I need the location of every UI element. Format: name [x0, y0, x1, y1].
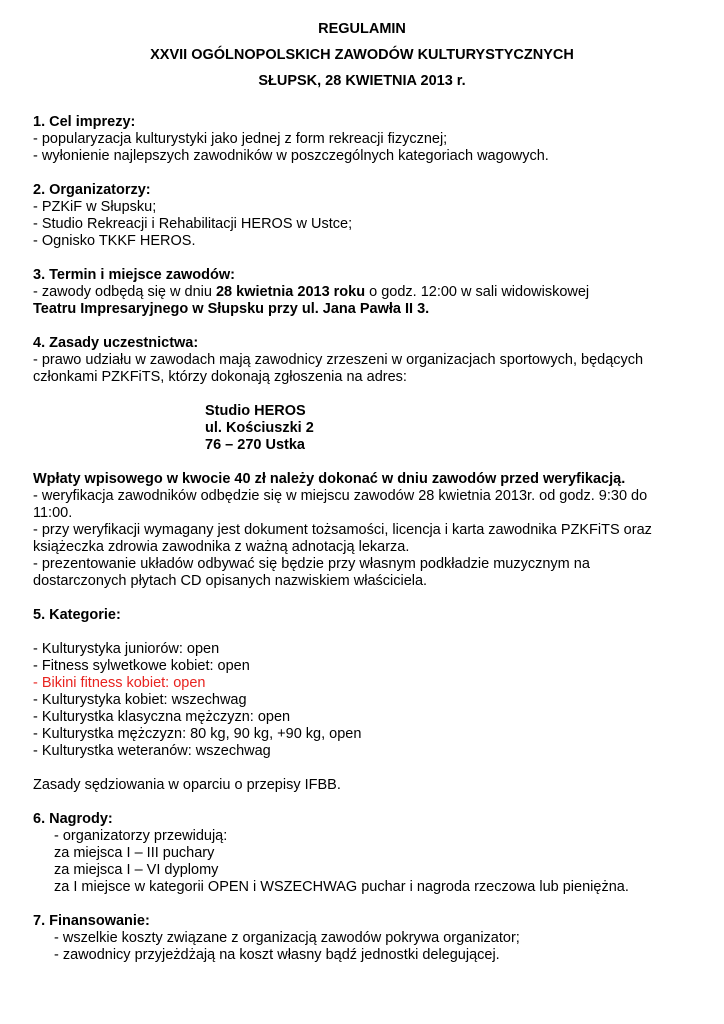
paragraph-line: - prezentowanie układów odbywać się będzie przy własnym podkładzie muzycznym na — [33, 556, 590, 572]
doc-subtitle: XXVII OGÓLNOPOLSKICH ZAWODÓW KULTURYSTYCZNYCH — [150, 47, 574, 63]
paragraph-line: - przy weryfikacji wymagany jest dokument tożsamości, licencja i karta zawodnika PZKFiTS oraz — [33, 522, 652, 538]
section-4-heading: 4. Zasady uczestnictwa: — [33, 335, 199, 351]
entry-fee-note: Wpłaty wpisowego w kwocie 40 zł należy dokonać w dniu zawodów przed weryfikacją. — [33, 471, 626, 487]
event-time: o godz. 12:00 w sali widowiskowej — [365, 284, 590, 300]
list-item: za miejsca I – VI dyplomy — [54, 862, 219, 878]
event-date-line — [33, 284, 703, 301]
doc-place-date: SŁUPSK, 28 KWIETNIA 2013 r. — [258, 73, 466, 89]
doc-title: REGULAMIN — [318, 21, 406, 37]
judging-rules: Zasady sędziowania w oparciu o przepisy IFBB. — [33, 777, 341, 793]
list-item: - PZKiF w Słupsku; — [33, 199, 157, 215]
section-2-heading: 2. Organizatorzy: — [33, 182, 151, 198]
list-item: za miejsca I – III puchary — [54, 845, 215, 861]
address-name: Studio HEROS — [205, 403, 306, 419]
list-item: - Studio Rekreacji i Rehabilitacji HEROS w Ustce; — [33, 216, 353, 232]
paragraph-line: dostarczonych płytach CD opisanych nazwiskiem właściciela. — [33, 573, 428, 589]
category-item: - Kulturystka klasyczna mężczyzn: open — [33, 709, 291, 725]
paragraph-line: członkami PZKFiTS, którzy dokonają zgłoszenia na adres: — [33, 369, 407, 385]
section-3-heading: 3. Termin i miejsce zawodów: — [33, 267, 235, 283]
list-item: - popularyzacja kulturystyki jako jednej z form rekreacji fizycznej; — [33, 131, 448, 147]
list-item: - organizatorzy przewidują: — [54, 828, 228, 844]
section-6-heading: 6. Nagrody: — [33, 811, 113, 827]
event-date-prefix: - zawody odbędą się w dniu — [33, 284, 216, 300]
category-item: - Kulturystyka kobiet: wszechwag — [33, 692, 247, 708]
section-5-heading: 5. Kategorie: — [33, 607, 121, 623]
list-item: - wyłonienie najlepszych zawodników w poszczególnych kategoriach wagowych. — [33, 148, 549, 164]
category-item: - Kulturystka weteranów: wszechwag — [33, 743, 271, 759]
paragraph-line: - weryfikacja zawodników odbędzie się w miejscu zawodów 28 kwietnia 2013r. od godz. 9:30 do — [33, 488, 648, 504]
list-item: - Ognisko TKKF HEROS. — [33, 233, 196, 249]
paragraph-line: - prawo udziału w zawodach mają zawodnicy zrzeszeni w organizacjach sportowych, będących — [33, 352, 644, 368]
list-item: - wszelkie koszty związane z organizacją zawodów pokrywa organizator; — [54, 930, 520, 946]
address-city: 76 – 270 Ustka — [205, 437, 305, 453]
category-item: - Kulturystka mężczyzn: 80 kg, 90 kg, +90 kg, open — [33, 726, 362, 742]
event-date: 28 kwietnia 2013 roku — [215, 284, 366, 300]
list-item: za I miejsce w kategorii OPEN i WSZECHWAG puchar i nagroda rzeczowa lub pieniężna. — [54, 879, 629, 895]
doc-body — [33, 114, 703, 964]
section-1-heading: 1. Cel imprezy: — [33, 114, 136, 130]
paragraph-line: książeczka zdrowia zawodnika z ważną adnotacją lekarza. — [33, 539, 410, 555]
address-street: ul. Kościuszki 2 — [205, 420, 314, 436]
event-venue: Teatru Impresaryjnego w Słupsku przy ul. Jana Pawła II 3. — [33, 301, 430, 317]
paragraph-line: 11:00. — [33, 505, 73, 521]
section-7-heading: 7. Finansowanie: — [33, 913, 150, 929]
category-item: - Kulturystyka juniorów: open — [33, 641, 220, 657]
list-item: - zawodnicy przyjeżdżają na koszt własny bądź jednostki delegującej. — [54, 947, 500, 963]
category-item-highlighted: - Bikini fitness kobiet: open — [33, 675, 206, 691]
category-item: - Fitness sylwetkowe kobiet: open — [33, 658, 250, 674]
